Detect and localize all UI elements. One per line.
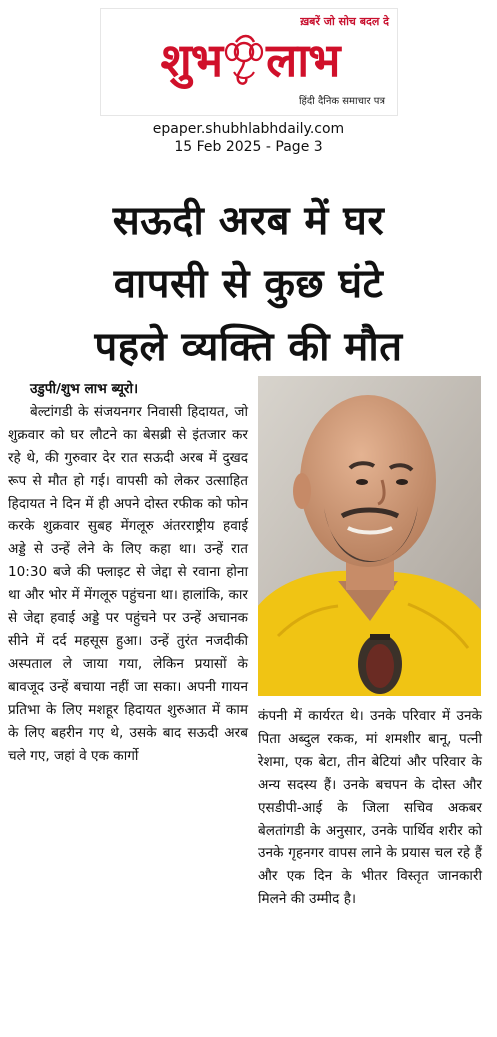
headline-line-3: पहले व्यक्ति की मौत	[94, 324, 403, 370]
article-column-right	[258, 705, 482, 911]
article-body-right: कंपनी में कार्यरत थे। उनके परिवार में उनके पिता अब्दुल रकक, मां शमशीर बानू, पत्नी रेशमा, एक बेटा, तीन बेटियां और परिवार के अन्य सदस्य हैं। उनके बचपन के दोस्त और एसडीपी-आई के जिला सचिव अकबर बेलतांगडी के अनुसार, उनके पार्थिव शरीर को उनके गृहनगर वापस लाने के प्रयास चल रहे हैं और एक दिन के भीतर विस्तृत जानकारी मिलने की उम्मीद है।	[258, 708, 482, 908]
source-date-page: 15 Feb 2025 - Page 3	[174, 139, 323, 155]
headline-line-2: वापसी से कुछ घंटे	[113, 261, 384, 307]
source-info	[0, 120, 497, 156]
source-site: epaper.shubhlabhdaily.com	[152, 121, 345, 137]
masthead-logo	[105, 29, 395, 91]
article-column-left	[8, 378, 248, 767]
headline-line-1: सऊदी अरब में घर	[112, 198, 385, 244]
logo-word-right: लाभ	[266, 33, 340, 87]
byline: उडुपी/शुभ लाभ ब्यूरो।	[30, 381, 139, 397]
portrait-photo	[258, 376, 481, 696]
logo-word-left: शुभ	[160, 33, 223, 87]
headline	[10, 190, 487, 379]
masthead	[100, 8, 398, 116]
masthead-tagline: ख़बरें जो सोच बदल दे	[300, 15, 389, 28]
ganesha-emblem-icon	[224, 32, 264, 88]
masthead-subtitle: हिंदी दैनिक समाचार पत्र	[298, 96, 385, 107]
portrait-image	[258, 376, 481, 696]
article-body-left: बेल्टांगडी के संजयनगर निवासी हिदायत, जो शुक्रवार को घर लौटने का बेसब्री से इंतजार कर रहे थे, की गुरुवार देर रात सऊदी अरब में दुखद रूप से मौत हो गई। वापसी को लेकर उत्साहित हिदायत ने दिन में ही अपने दोस्त रफीक को फोन करके शुक्रवार सुबह मेंगलूरु अंतरराष्ट्रीय हवाई अड्डे से उन्हें लेने के लिए कहा था। उन्हें रात 10:30 बजे की फ्लाइट से जेद्दा से रवाना होना था और भोर में मेंगलूरु पहुंचना था। हालांकि, कार से जेद्दा हवाई अड्डे पर पहुंचने पर उन्हें अचानक सीने में दर्द महसूस हुआ। उन्हें तुरंत नजदीकी अस्पताल ले जाया गया, लेकिन प्रयासों के बावजूद उन्हें बचाया नहीं जा सका। अपनी गायन प्रतिभा के लिए मशहूर हिदायत शुरुआत में काम के लिए बहरीन गए थे, उसके बाद सऊदी अरब चले गए, जहां वे एक कार्गो	[8, 403, 248, 764]
